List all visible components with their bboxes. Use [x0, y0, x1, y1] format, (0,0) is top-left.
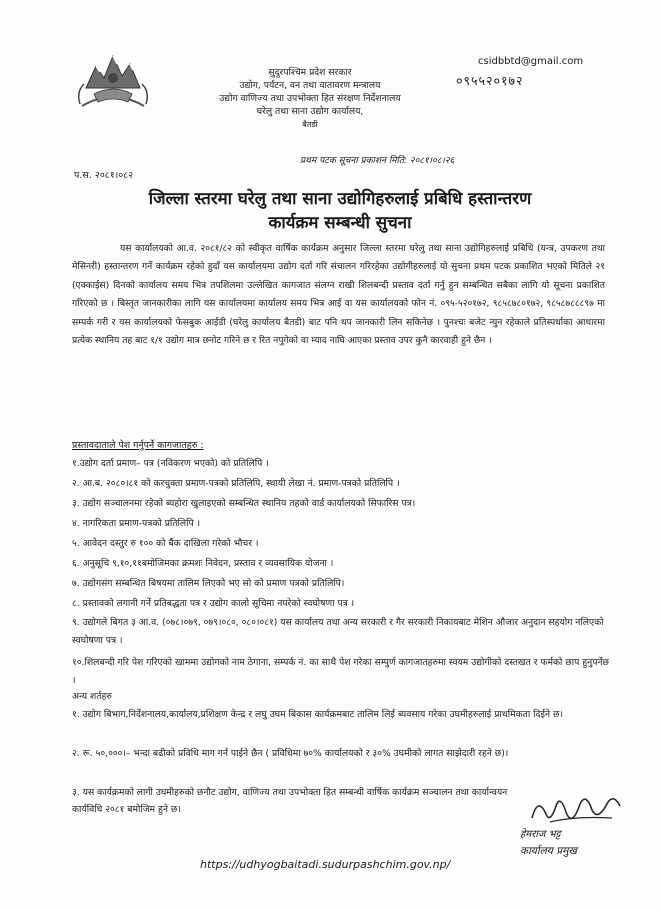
signatory-title: कार्यालय प्रमुख	[520, 845, 577, 857]
header-line: उद्योग, पर्यटन, वन तथा वातावरण मन्त्रालय	[239, 80, 381, 91]
header-line: बैतडी	[302, 120, 318, 129]
other-terms-heading: अन्य शर्तहरु	[72, 691, 112, 702]
notice-paragraph	[72, 240, 605, 350]
list-item: ७. उद्योगसंग सम्बन्धित बिषयमा तालिम लिएको भए सो को प्रमाण पत्रको प्रतिलिपि।	[72, 578, 345, 589]
list-item: ६. अनुसूचि ९,१०,११बमोजिमका क्रमशः निवेदन, प्रस्ताव र व्यवसायिक योजना ।	[72, 558, 334, 569]
list-item: १. उद्योग बिभाग,निर्देशनालय,कार्यालय,प्रशिक्षण केन्द्र र लघु उघम बिकास कार्यक्रमबाट तालिम लिई ब्यवसाय गरेका उघमीहरुलाई प्राथमिकता दिईने छ।	[72, 709, 563, 720]
list-item: २. रू. ५०,०००।– भन्दा बढीको प्रविधि माग गर्न पाईने छैन ( प्रविधिमा ७०% कार्यालयको र ३०% उघमीको लागत साझेदारी रहने छ)।	[72, 748, 509, 759]
header-line: उद्योग वाणिज्य तथा उपभोक्ता हित संरक्षण निर्देशनालय	[219, 93, 401, 104]
signatory-name: हेमराज भट्ट	[520, 829, 561, 840]
nepal-emblem-icon	[74, 48, 152, 112]
list-item: ९. उद्योगले बिगत ३ आ.व. (०७८।०७९, ०७९।०८०, ०८०।०८१) यस कार्यालय तथा अन्य सरकारी र गैर सरकारी निकायबाट मेशिन औजार अनुदान सहयोग नलिएको स्वघोषणा पत्र ।	[72, 617, 604, 646]
office-header	[190, 66, 430, 131]
list-item: ३. उद्योग सञ्चालनमा रहेको ब्यहोरा खुलाइएको सम्बन्धित स्थानिय तहको वार्ड कार्यालयको सिफारिस पत्र।	[72, 498, 416, 509]
notice-title-line1: जिल्ला स्तरमा घरेलु तथा साना उद्योगिहरुलाई प्रबिधि हस्तान्तरण	[148, 188, 532, 208]
list-item: २. आ.ब. २०८०।८१ को करचुक्ता प्रमाण-पत्रको प्रतिलिपि, स्थायी लेखा नं. प्रमाण-पत्रको प्रतिलिपि ।	[72, 478, 400, 489]
header-line: घरेलु तथा साना उद्योग कार्यालय,	[256, 106, 364, 117]
website-url: https://udhyogbaitadi.sudurpashchim.gov.np/	[200, 858, 451, 871]
notice-body-text: यस कार्यालयको आ.व. २०८१/८२ को स्वीकृत वार्षिक कार्यक्रम अनुसार जिल्ला स्तरमा घरेलु तथा साना उद्योगिहरुलाई प्रबिधि (यन्त्र, उपकरण तथा मेसिनरी) हस्तान्तरण गर्ने कार्यक्रम रहेको हुदाँ यस कार्यालयमा उद्योग दर्ता गरि संचालन गरिरहेका उद्योगीहरुलाई यो सुचना प्रथम पटक प्रकाशित भएको मितिले २१ (एक्काईस) दिनको कार्यालय समय भित्र तपशिलमा उल्लेखित कागजात संलग्न राखी शिलबन्दी प्रस्ताव दर्ता गर्नु हुन सम्बन्धित सबैका लागि यो सूचना प्रकाशित गरिएको छ । बिस्तृत जानकारीका लागि यस कार्यालयमा कार्यालय समय भित्र आई वा यस कार्यालयको फोन नं. ०९५-५२०१७२, ९८५८७८०१७२, ९८५८७८८८९७ मा सम्पर्क गरी र यस कार्यालयको फेसबुक आईडी (घरेलु कार्यालय बैतडी) बाट पनि थप जानकारी लिन सकिनेछ । पुनश्चः बजेट न्युन रहेकाले प्रतिस्पर्धाका आधारमा प्रत्येक स्थानिय तह बाट १/१ उद्योग मात्र छनोट गरिने छ र रित नपुगेको वा म्याद नाघि आएका प्रस्ताव उपर कुनै कारवाही हुने छैन ।	[72, 244, 605, 347]
header-line: सुदुरपश्चिम प्रदेश सरकार	[268, 67, 352, 78]
notice-title-line2: कार्यक्रम सम्बन्धी सुचना	[268, 212, 412, 232]
documents-heading: प्रस्तावदाताले पेश गर्नुपर्ने कागजातहरु :	[72, 440, 204, 451]
list-item: ४. नागरिकता प्रमाण-पत्रको प्रतिलिपि ।	[72, 518, 201, 529]
reference-number: प.स. २०८१।०८२	[74, 170, 134, 181]
office-email: csidbbtd@gmail.com	[478, 56, 584, 67]
publication-date: प्रथम पटक सूचना प्रकाशन मिति: २०८१।०८।२६	[300, 156, 455, 166]
list-item: ३. यस कार्यक्रमको लागी उघमीहरुको छनौट उद्योग, वाणिज्य तथा उपभोक्ता हित सम्बन्धी वार्षिक कार्यक्रम सञ्चालन तथा कार्यान्वयन कार्यविधि २०८१ बमोजिम हुने छ।	[72, 787, 508, 815]
list-item: १.उद्योग दर्ता प्रमाण– पत्र (नविकरण भएको) को प्रतिलिपि ।	[72, 458, 269, 469]
list-item: ८. प्रस्तावको लगानी गर्ने प्रतिबद्धता पत्र र उद्योग कालो सूचिमा नपरेको स्वघोषणा पत्र ।	[72, 598, 355, 609]
list-item: ५. आवेदन दस्तुर रु १०० को बैंक दाखिला गरेको भौचर ।	[72, 538, 259, 549]
office-phone: ०९५५२०१७२	[456, 73, 524, 88]
list-item: १०.शिलबन्दी गरि पेश गरिएको खाममा उद्योगको नाम ठेगाना, सम्पर्क नं. का साथै पेश गरेका सम्पुर्ण कागजातहरुमा स्वयम उद्योगीको दस्तखत र फर्मको छाप हुनुपर्नेछ ।	[72, 657, 609, 686]
